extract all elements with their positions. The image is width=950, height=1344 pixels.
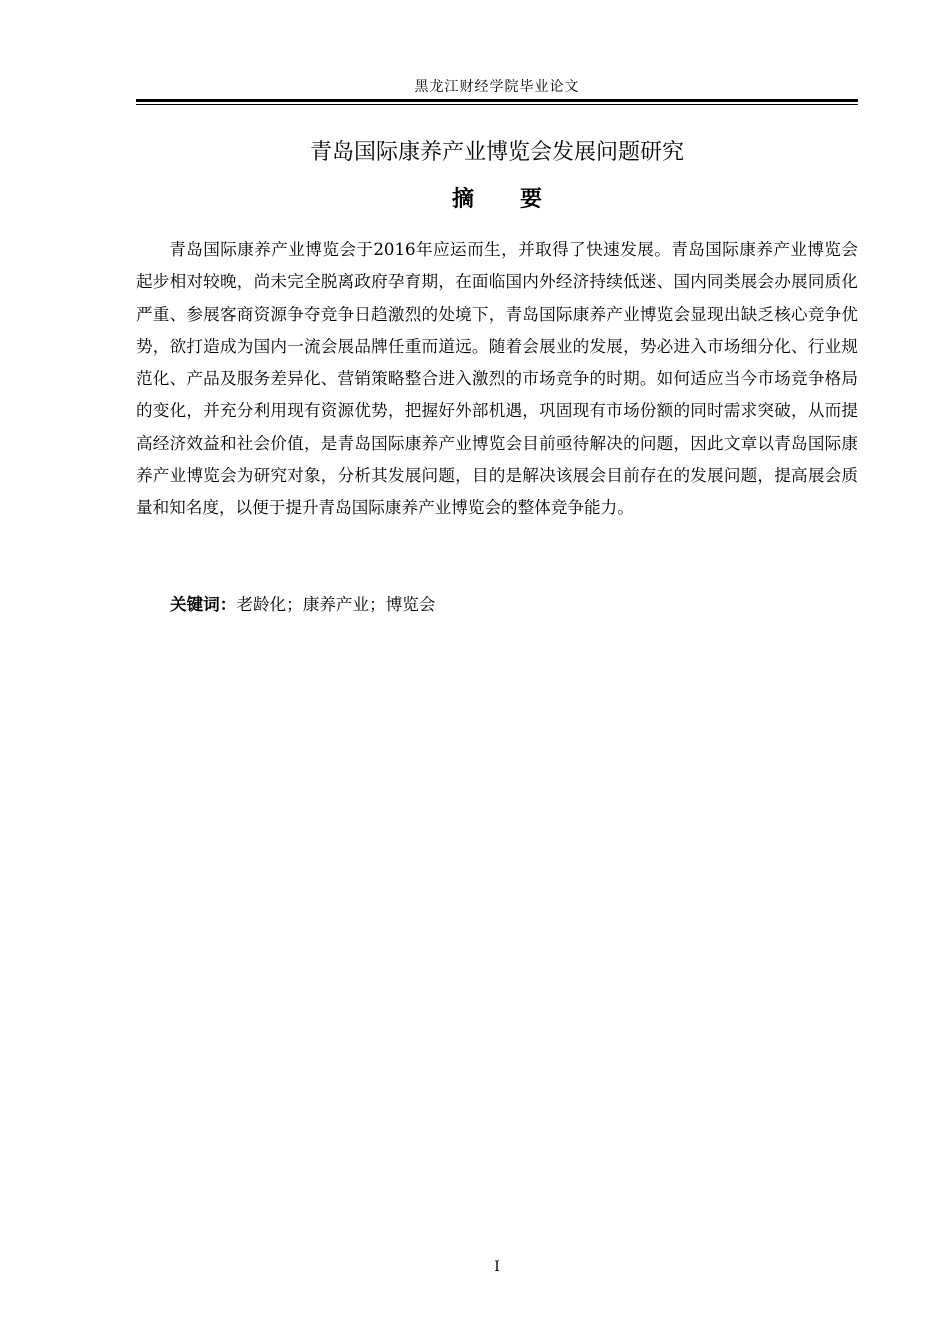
paper-title: 青岛国际康养产业博览会发展问题研究 xyxy=(309,140,684,165)
header-rule-thin xyxy=(136,104,858,105)
header-rule-thick xyxy=(136,99,858,102)
abstract-heading xyxy=(136,185,858,215)
abstract-body: 青岛国际康养产业博览会于2016年应运而生，并取得了快速发展。青岛国际康养产业博览会起步相对较晚，尚未完全脱离政府孕育期，在面临国内外经济持续低迷、国内同类展会办展同质化严重、参展客商资源争夺竞争日趋激烈的处境下，青岛国际康养产业博览会显现出缺乏核心竞争优势，欲打造成为国内一流会展品牌任重而道远。随着会展业的发展，势必进入市场细分化、行业规范化、产品及服务差异化、营销策略整合进入激烈的市场竞争的时期。如何适应当今市场竞争格局的变化，并充分利用现有资源优势，把握好外部机遇，巩固现有市场份额的同时需求突破，从而提高经济效益和社会价值，是青岛国际康养产业博览会目前亟待解决的问题，因此文章以青岛国际康养产业博览会为研究对象，分析其发展问题，目的是解决该展会目前存在的发展问题，提高展会质量和知名度，以便于提升青岛国际康养产业博览会的整体竞争能力。 xyxy=(136,240,858,518)
keywords-line xyxy=(170,590,858,620)
abstract-heading-char-1: 摘 xyxy=(451,187,474,212)
keywords-terms: 老龄化；康养产业；博览会 xyxy=(236,595,436,614)
page-number: I xyxy=(494,1259,500,1275)
keywords-label: 关键词： xyxy=(170,595,237,614)
abstract-heading-char-2: 要 xyxy=(520,187,543,212)
running-header: 黑龙江财经学院毕业论文 xyxy=(414,79,580,95)
